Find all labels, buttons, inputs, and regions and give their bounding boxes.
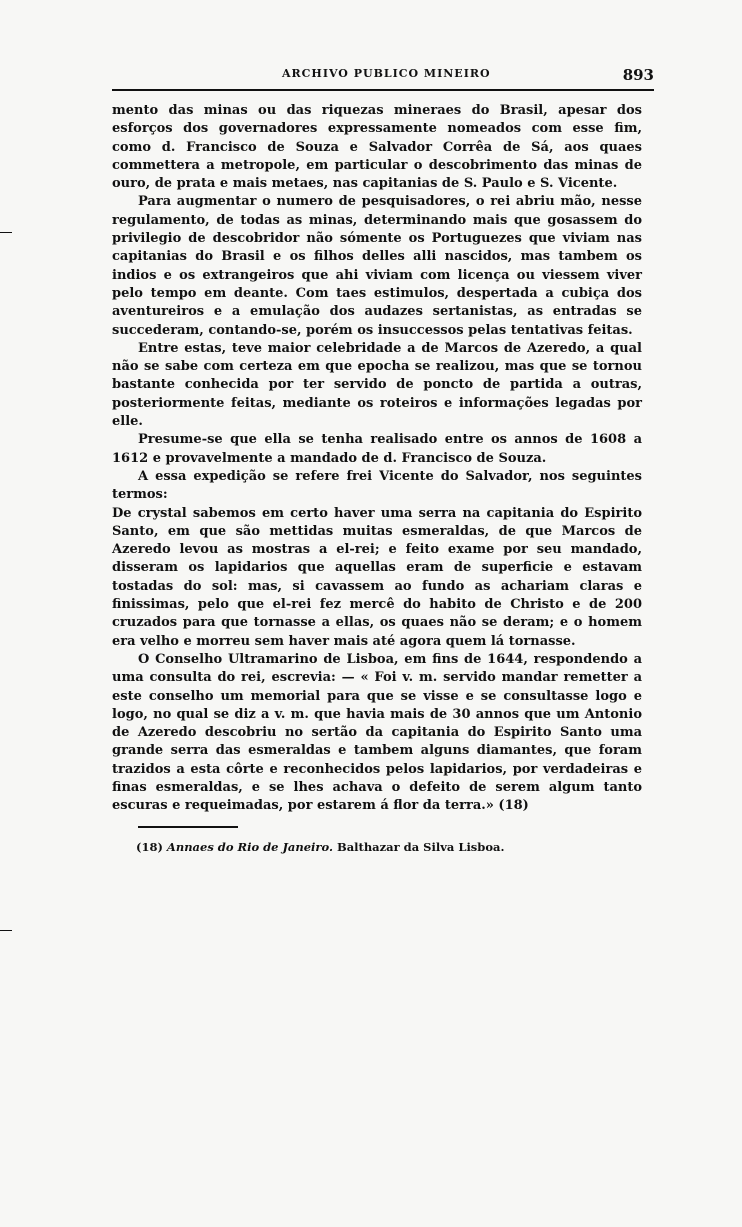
page-number: 893	[622, 66, 654, 84]
footnote-source: Annaes do Rio de Janeiro.	[166, 839, 333, 854]
quote-block: De crystal sabemos em certo haver uma serra na capitania do Espirito Santo, em que são mettidas muitas esmeraldas, de que Marcos de Azeredo levou as mostras a el-rei; e feito exame por seu mandado, disseram os lapidarios que aquellas eram de superficie e estavam tostadas do sol: mas, si cavassem ao fundo as achariam claras e finissimas, pelo que el-rei fez mercê do habito de Christo e de 200 cruzados para que tornasse a ellas, os quaes não se deram; e o homem era velho e morreu sem haver mais até agora quem lá tornasse.	[112, 505, 642, 649]
header-rule	[112, 89, 654, 91]
paragraph-3: Entre estas, teve maior celebridade a de Marcos de Azeredo, a qual não se sabe com certeza em que epocha se realizou, mas que se tornou bastante conhecida por ter servido de poncto de partida a outras, posteriormente feitas, mediante os roteiros e informações legadas por elle.	[112, 340, 642, 430]
footnote-author: Balthazar da Silva Lisboa.	[336, 839, 505, 854]
paragraph-4: Presume-se que ella se tenha realisado entre os annos de 1608 a 1612 e provavelmente a mandado de d. Francisco de Souza.	[112, 432, 642, 466]
running-header	[112, 60, 654, 90]
running-title: ARCHIVO PUBLICO MINEIRO	[282, 67, 491, 80]
margin-mark	[0, 232, 12, 233]
footnote	[136, 840, 642, 854]
page-container	[112, 60, 654, 854]
paragraph-5: A essa expedição se refere frei Vicente do Salvador, nos seguintes termos:	[112, 468, 642, 503]
paragraph-2: Para augmentar o numero de pesquisadores, o rei abriu mão, nesse regulamento, de todas as minas, determinando mais que gosassem do privilegio de descobridor não sómente os Portuguezes que viviam nas capitanias do Brasil e os filhos delles alli nascidos, mas tambem os indios e os extrangeiros que ahi viviam com licença ou viessem viver pelo tempo em deante. Com taes estimulos, despertada a cubiça dos aventureiros e a emulação dos audazes sertanistas, as entradas se succederam, contando-se, porém os insuccessos pelas tentativas feitas.	[112, 194, 642, 338]
margin-mark	[0, 930, 12, 931]
footnote-marker: (18)	[136, 839, 163, 854]
paragraph-1: mento das minas ou das riquezas mineraes do Brasil, apesar dos esforços dos governadores expressamente nomeados com esse fim, como d. Francisco de Souza e Salvador Corrêa de Sá, aos quaes commettera a metropole, em particular o descobrimento das minas de ouro, de prata e mais metaes, nas capitanias de S. Paulo e S. Vicente.	[112, 103, 642, 192]
footnote-rule	[138, 826, 238, 828]
body-text	[112, 102, 642, 816]
paragraph-6: O Conselho Ultramarino de Lisboa, em fins de 1644, respondendo a uma consulta do rei, escrevia: — « Foi v. m. servido mandar remetter a este conselho um memorial para que se visse e se consultasse logo e logo, no qual se diz a v. m. que havia mais de 30 annos que um Antonio de Azeredo descobriu no sertão da capitania do Espirito Santo uma grande serra das esmeraldas e tambem alguns diamantes, que foram trazidos a esta côrte e reconhecidos pelos lapidarios, por verdadeiras e finas esmeraldas, e se lhes achava o defeito de serem algum tanto escuras e requeimadas, por estarem á flor da terra.» (18)	[112, 651, 642, 814]
